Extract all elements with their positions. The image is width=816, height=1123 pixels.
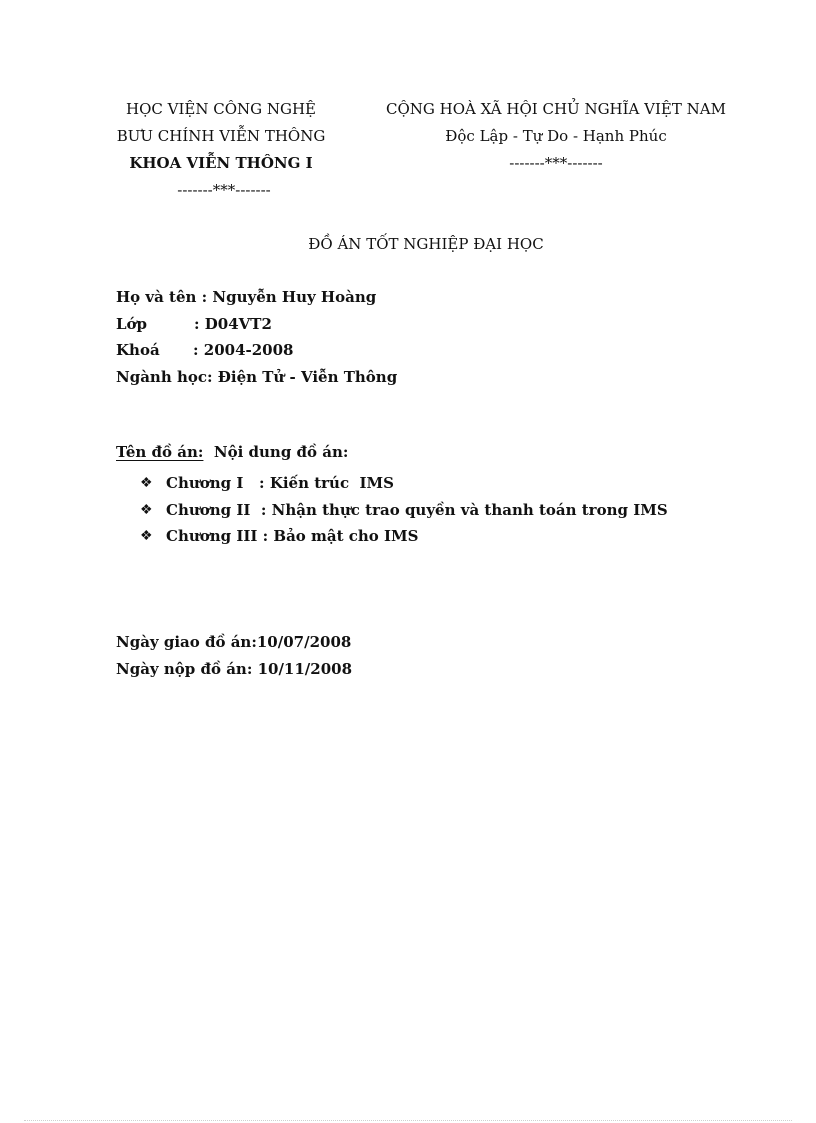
student-major-row <box>116 368 397 386</box>
student-course-row <box>116 341 293 359</box>
national-motto: Độc Lập - Tự Do - Hạnh Phúc <box>445 127 667 145</box>
student-name-row <box>116 288 376 306</box>
institute-name: HỌC VIỆN CÔNG NGHỆ <box>125 100 317 118</box>
student-major-value: Điện Tử - Viễn Thông <box>217 368 398 386</box>
project-content-label: Nội dung đồ án: <box>213 443 349 461</box>
institute-name-2: BƯU CHÍNH VIỄN THÔNG <box>116 127 326 145</box>
submitted-date-label: Ngày nộp đồ án: <box>116 660 258 678</box>
bullet-icon: ❖ <box>140 475 153 491</box>
student-name-value: Nguyễn Huy Hoàng <box>212 288 377 306</box>
project-title-label: Tên đồ án: <box>116 443 204 461</box>
chapter-item: Chương III : Bảo mật cho IMS <box>166 527 419 545</box>
left-header-separator: -------***------- <box>177 181 271 199</box>
student-course-value: : 2004-2008 <box>193 341 294 359</box>
bullet-icon: ❖ <box>140 528 153 544</box>
student-major-label: Ngành học: <box>116 368 218 386</box>
page-title: ĐỒ ÁN TỐT NGHIỆP ĐẠI HỌC <box>308 235 544 253</box>
chapter-item: Chương II : Nhận thực trao quyền và thanh toán trong IMS <box>166 501 668 519</box>
submitted-date-value: 10/11/2008 <box>257 660 353 678</box>
republic-name: CỘNG HOÀ XÃ HỘI CHỦ NGHĨA VIỆT NAM <box>386 100 726 118</box>
student-name-label: Họ và tên : <box>116 288 213 306</box>
project-title-row <box>116 443 348 461</box>
submitted-date-row <box>116 660 352 678</box>
right-header-separator: -------***------- <box>509 154 603 172</box>
page-bottom-divider <box>24 1120 792 1121</box>
assigned-date-row <box>116 633 351 651</box>
assigned-date-label: Ngày giao đồ án: <box>116 633 257 651</box>
student-class-row <box>116 315 272 333</box>
assigned-date-value: 10/07/2008 <box>256 633 352 651</box>
student-class-value: : D04VT2 <box>194 315 272 333</box>
chapter-item: Chương I : Kiến trúc IMS <box>166 474 394 492</box>
student-course-label: Khoá <box>116 341 160 359</box>
faculty-name: KHOA VIỄN THÔNG I <box>129 154 313 172</box>
student-class-label: Lớp <box>116 315 148 333</box>
bullet-icon: ❖ <box>140 502 153 518</box>
